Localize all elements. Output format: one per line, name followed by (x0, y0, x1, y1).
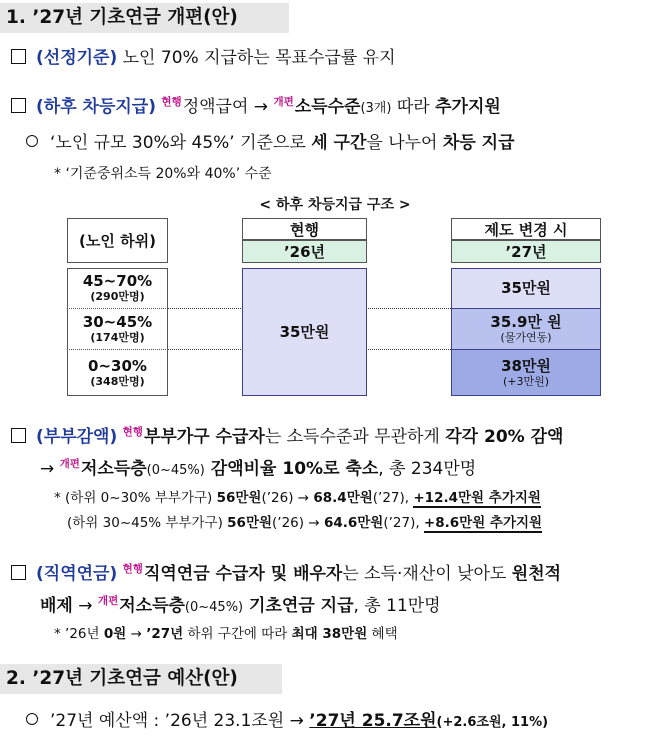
col-label-header (67, 218, 168, 263)
budget-text-3: ’27년 25.7조원 (309, 711, 437, 731)
bullet-text-1: 저소득층 (80, 459, 147, 479)
bullet-text-1: 부부가구 수급자 (143, 427, 265, 447)
bullet-text-3: 원천적 (511, 564, 562, 584)
reform-superscript: 개편 (59, 458, 80, 470)
current-value: 35만원 (279, 322, 330, 341)
circle-bullet-icon (26, 135, 38, 147)
bullet-tag: (하후 차등지급) (36, 97, 156, 117)
checkbox-square-icon (11, 565, 26, 580)
note-text-3: → (126, 626, 147, 642)
new-value-cell-2 (451, 308, 601, 350)
note-couple-0-30 (54, 488, 541, 508)
bullet-text-5: 추가지원 (435, 97, 501, 117)
bullet-text-2: (0~45%) (146, 463, 205, 478)
checkbox-square-icon (11, 428, 26, 443)
note-text-5: (’27), (383, 515, 424, 531)
section-2-title: 2. ’27년 기초연금 예산(안) (6, 668, 238, 689)
bullet-text-1: 직역연금 수급자 및 배우자 (143, 564, 343, 584)
arrow-text: → (40, 459, 60, 479)
new-value-cell-1 (451, 268, 601, 309)
new-value: 35만원 (501, 279, 551, 297)
budget-text-2: ’26년 23.1조원 → (164, 711, 310, 731)
note-text-3: (’26) → (261, 490, 314, 506)
sub-text-3: 을 나누어 (366, 133, 443, 153)
current-superscript: 현행 (161, 96, 182, 108)
note-text-1: * (하위 0~30% 부부가구) (54, 490, 217, 506)
tier-count: (348만명) (90, 375, 145, 388)
note-text-3: (’26) → (272, 515, 324, 531)
sub-text-4: 차등 지급 (442, 133, 515, 153)
bullet-tag: (직역연금) (36, 564, 118, 584)
tier-label-2 (67, 309, 168, 349)
note-median-income (54, 164, 272, 184)
bullet-text: 노인 70% 지급하는 목표수급률 유지 (117, 48, 396, 68)
new-value: 35.9만 원 (490, 313, 562, 331)
bullet-text-4: , 총 234만명 (378, 459, 477, 479)
new-year-header (451, 240, 601, 263)
tier-count: (290만명) (90, 290, 145, 303)
bullet-couple-reform (40, 452, 476, 483)
table-caption: < 하후 차등지급 구조 > (259, 197, 411, 213)
current-header-text: 현행 (290, 220, 319, 239)
bullet-text-3: 감액비율 10%로 축소 (204, 459, 379, 479)
bullet-text-5: 기초연금 지급 (243, 596, 354, 616)
checkbox-square-icon (11, 98, 26, 113)
note-text-4: 64.6만원 (323, 515, 384, 531)
tier-range: 0~30% (88, 357, 147, 375)
checkbox-square-icon (11, 49, 26, 64)
note-text-2: 0원 (103, 626, 127, 642)
circle-bullet-icon (26, 713, 38, 725)
tier-range: 45~70% (82, 272, 153, 290)
section-2-heading (0, 664, 282, 694)
bullet-text-4: 따라 (391, 97, 436, 117)
note-text-1: (하위 30~45% 부부가구) (67, 515, 228, 531)
note-text-7: 혜택 (367, 626, 398, 642)
bullet-text-1: 배제 (40, 596, 73, 616)
bullet-text-2: 는 소득·재산이 낮아도 (342, 564, 512, 584)
note-text-2: 56만원 (227, 515, 273, 531)
note-text-5: 하위 구간에 따라 (183, 626, 292, 642)
reform-superscript: 개편 (273, 96, 294, 108)
budget-text-1: ’27년 예산액 : (50, 711, 165, 731)
bullet-occupational-pension (11, 557, 561, 586)
bullet-text-2: 는 소득수준과 무관하게 (264, 427, 446, 447)
bullet-text-3: 각각 20% 감액 (445, 427, 564, 447)
sub-bullet-budget (26, 709, 548, 735)
current-superscript: 현행 (122, 563, 143, 575)
arrow-text: → (72, 596, 98, 616)
bullet-selection-criteria (11, 46, 396, 70)
new-header-text: 제도 변경 시 (484, 220, 568, 239)
current-year-text: ’26년 (283, 243, 326, 261)
tier-label-1 (67, 268, 168, 308)
reform-superscript: 개편 (97, 595, 119, 607)
tier-label-3 (67, 350, 168, 396)
bullet-occupational-reform (40, 589, 441, 620)
note-text-6: +8.6만원 추가지원 (423, 515, 543, 531)
note-occupational (54, 624, 398, 644)
bullet-couple-reduction (11, 420, 563, 449)
current-header (242, 218, 367, 240)
note-text-5: (’27), (372, 490, 414, 506)
new-value: 38만원 (501, 356, 551, 375)
bullet-text-3: (3개) (360, 101, 392, 116)
new-value-note: (물가연동) (500, 331, 552, 344)
note-text-4: 68.4만원 (313, 490, 373, 506)
sub-bullet-three-tiers (26, 131, 515, 155)
new-header (451, 218, 601, 240)
bullet-tag: (부부감액) (36, 427, 118, 447)
note-text: * ‘기준중위소득 20%와 40%’ 수준 (54, 166, 272, 182)
bullet-text-4: (0~45%) (184, 600, 244, 615)
new-value-note: (+3만원) (502, 374, 550, 388)
current-value-cell (242, 268, 367, 396)
bullet-text-3: 저소득층 (119, 596, 185, 616)
new-year-text: ’27년 (505, 243, 547, 261)
current-superscript: 현행 (122, 426, 143, 438)
note-text-1: * ’26년 (54, 626, 104, 642)
current-year-header (242, 240, 367, 263)
note-text-2: 56만원 (216, 490, 262, 506)
bullet-text-1: 정액급여 → (182, 97, 274, 117)
note-text-6: +12.4만원 추가지원 (413, 490, 541, 506)
col-label-text: (노인 하위) (79, 232, 156, 250)
note-couple-30-45 (67, 513, 542, 533)
note-text-4: ’27년 (146, 626, 184, 642)
section-1-heading (0, 3, 289, 33)
tier-range: 30~45% (82, 313, 153, 331)
new-value-cell-3 (451, 349, 601, 396)
bullet-text-2: 소득수준 (294, 97, 361, 117)
budget-text-4: (+2.6조원, 11%) (436, 715, 549, 730)
section-1-title: 1. ’27년 기초연금 개편(안) (6, 7, 238, 28)
sub-text-2: 세 구간 (311, 133, 367, 153)
tier-count: (174만명) (90, 331, 145, 344)
bullet-differential-payment (11, 90, 501, 121)
bullet-tag: (선정기준) (36, 48, 118, 68)
sub-text-1: ‘노인 규모 30%와 45%’ 기준으로 (50, 133, 312, 153)
note-text-6: 최대 38만원 (291, 626, 368, 642)
bullet-text-6: , 총 11만명 (353, 596, 441, 616)
